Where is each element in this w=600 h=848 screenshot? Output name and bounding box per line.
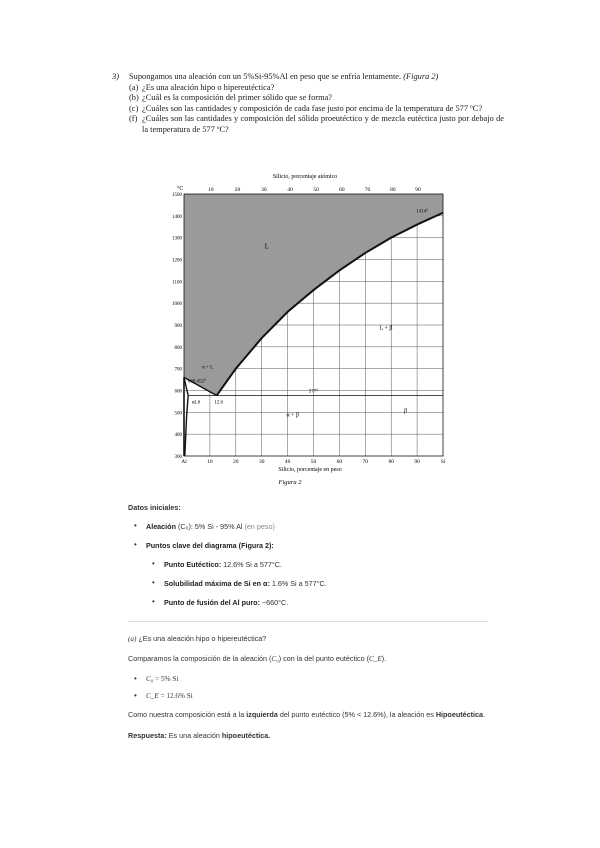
- equation-c0: • C₀ = 5% Si: [128, 675, 498, 683]
- temp-tick-label: 400: [174, 433, 182, 439]
- region-label-alpha: α: [191, 399, 195, 406]
- problem-intro: Supongamos una aleación con un 5%Si-95%Al en peso que se enfría lentamente. (Figura 2): [129, 72, 439, 81]
- question-c: (c) ¿Cuáles son las cantidades y composición de cada fase justo por encima de la temperatura de 577 ºC?: [129, 103, 483, 113]
- question-a: (a) ¿Es una aleación hipo o hipereutéctica?: [129, 82, 275, 92]
- weight-tick-label: 30: [258, 459, 265, 465]
- atomic-tick-label: 20: [234, 187, 241, 193]
- temp-tick-label: 1000: [172, 302, 182, 308]
- answer-comparison: Comparamos la composición de la aleación (C₀) con la del punto eutéctico (C_E).: [128, 654, 387, 663]
- temp-tick-label: 800: [174, 345, 182, 351]
- notes-heading: Datos iniciales:: [128, 503, 181, 512]
- atomic-tick-label: 50: [313, 187, 319, 193]
- region-label-liquid: L: [264, 242, 270, 251]
- si-melting-temp: 1414°: [416, 209, 429, 215]
- weight-tick-label: 20: [233, 459, 239, 465]
- weight-tick-label: 50: [310, 459, 317, 465]
- eutectic-composition-label: 12.6: [214, 400, 224, 406]
- atomic-tick-label: 70: [364, 187, 371, 193]
- al-melting-temp: 660.452°: [187, 379, 207, 385]
- initial-data: [128, 503, 518, 617]
- solvus-alpha-curve: [185, 396, 188, 456]
- atomic-tick-label: 40: [287, 187, 293, 193]
- region-label-liquid-beta: L + β: [379, 325, 393, 332]
- temp-tick-label: 700: [174, 367, 182, 373]
- temp-tick-label: 300: [174, 455, 182, 460]
- weight-tick-label: 90: [414, 459, 420, 465]
- note-solubility: • Solubilidad máxima de Si en α: 1.6% Si a 577°C.: [128, 579, 518, 588]
- figure-reference: (Figura 2): [403, 72, 439, 81]
- temp-tick-label: 1400: [172, 214, 182, 220]
- temp-tick-label: 1300: [172, 236, 182, 242]
- note-melting-point: • Punto de fusión del Al puro: ~660°C.: [128, 598, 518, 607]
- atomic-tick-label: 60: [339, 187, 345, 193]
- region-label-beta: β: [404, 408, 408, 415]
- temp-tick-label: 900: [174, 324, 182, 329]
- top-axis-title: Silicio, porcentaje atómico: [272, 174, 338, 180]
- note-alloy: • Aleación (C₀): 5% Si - 95% Al (en peso): [128, 522, 518, 531]
- weight-tick-label: Si: [440, 459, 446, 465]
- temp-unit: °C: [177, 186, 184, 192]
- phase-diagram: [160, 168, 460, 498]
- weight-tick-label: 10: [207, 459, 213, 465]
- atomic-tick-label: 90: [415, 187, 421, 193]
- figure-caption: Figura 2: [278, 479, 302, 486]
- region-label-alpha-liquid: α + L: [202, 365, 214, 371]
- answer-a: [128, 634, 498, 751]
- note-eutectic: • Punto Eutéctico: 12.6% Si a 577°C.: [128, 560, 518, 569]
- region-label-alpha-beta: α + β: [286, 412, 300, 419]
- weight-tick-label: 80: [388, 459, 394, 465]
- atomic-tick-label: 80: [390, 187, 396, 193]
- bottom-axis-title: Silicio, porcentaje en peso: [278, 467, 342, 473]
- weight-tick-label: Al: [181, 459, 187, 465]
- note-key-points: • Puntos clave del diagrama (Figura 2):: [128, 541, 518, 550]
- eutectic-temp: 577°: [308, 389, 319, 395]
- question-f: (f) ¿Cuáles son las cantidades y composición del sólido proeutéctico y de mezcla eutéctica justo por debajo de la temperatura de 577 ºC?: [129, 114, 504, 134]
- weight-tick-label: 70: [362, 459, 369, 465]
- equation-ce: • C_E = 12.6% Si: [128, 692, 498, 700]
- temp-tick-label: 500: [174, 411, 182, 417]
- answer-response: Respuesta: Es una aleación hipoeutéctica.: [128, 731, 271, 740]
- temp-tick-label: 1500: [172, 193, 182, 198]
- divider: [128, 621, 488, 622]
- weight-tick-label: 40: [284, 459, 291, 465]
- problem-number: 3): [112, 72, 119, 81]
- phase-diagram-figure: [160, 168, 460, 498]
- alpha-solubility-label: 1.6: [193, 400, 201, 406]
- answer-conclusion: Como nuestra composición está a la izquierda del punto eutéctico (5% < 12.6%), la aleación es Hipoeutéctica.: [128, 710, 485, 719]
- atomic-tick-label: 30: [261, 187, 267, 193]
- question-b: (b) ¿Cuál es la composición del primer sólido que se forma?: [129, 93, 333, 103]
- atomic-tick-label: 10: [208, 187, 214, 193]
- temp-tick-label: 600: [174, 389, 182, 395]
- answer-question: (a) ¿Es una aleación hipo o hipereutéctica?: [128, 634, 267, 643]
- temp-tick-label: 1200: [172, 258, 182, 264]
- problem-statement: [112, 72, 504, 136]
- weight-tick-label: 60: [336, 459, 343, 465]
- temp-tick-label: 1100: [172, 280, 182, 286]
